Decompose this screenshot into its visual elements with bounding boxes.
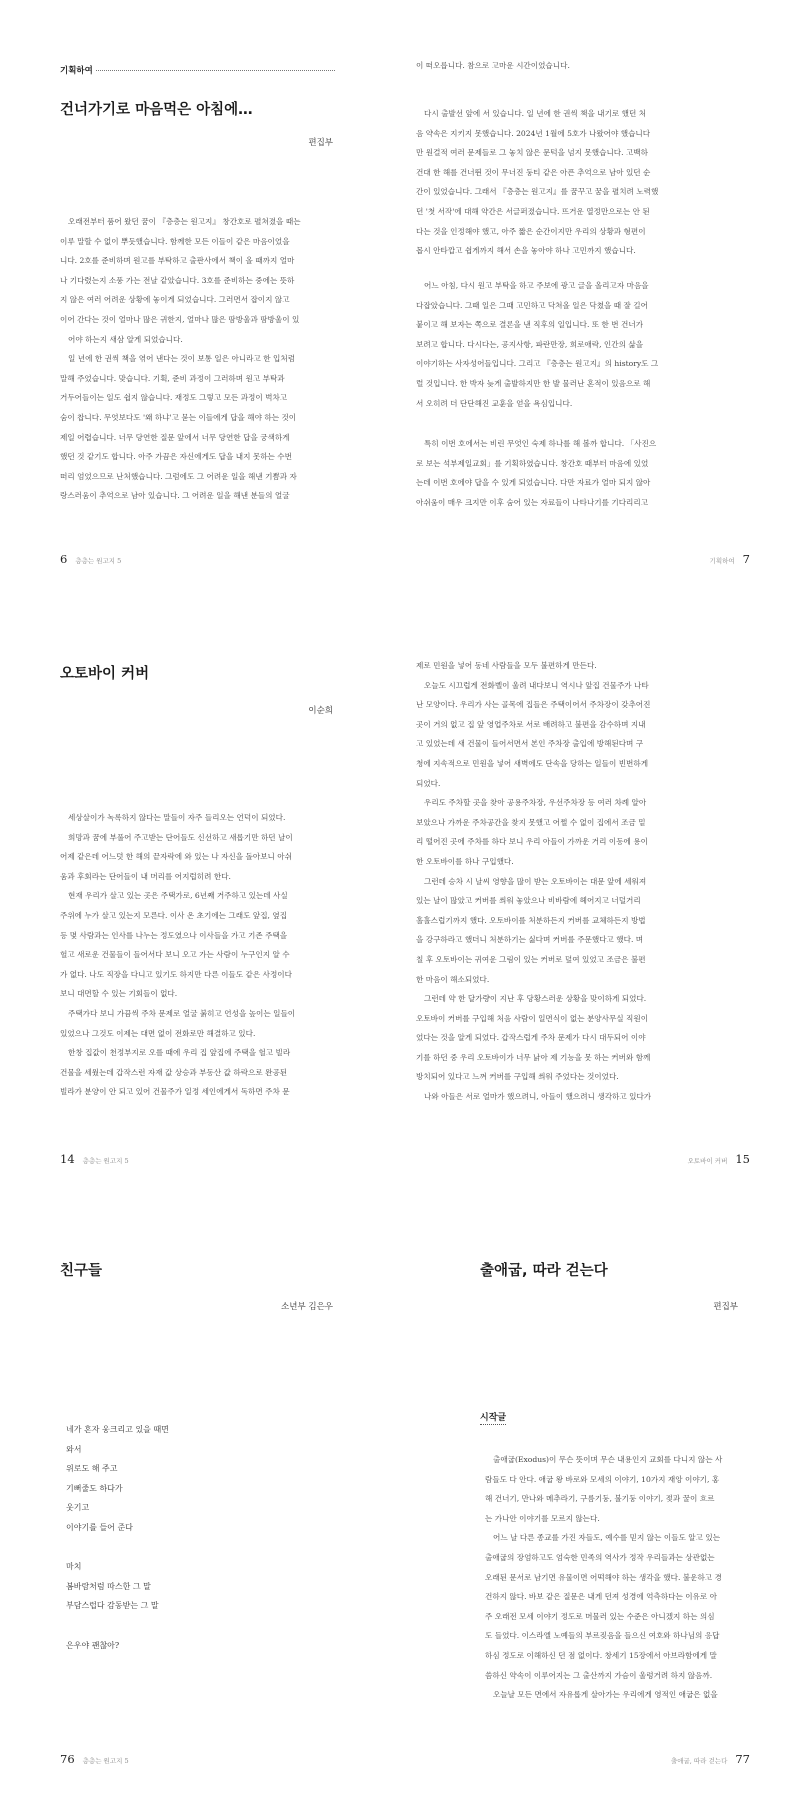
page-7 bbox=[405, 0, 810, 600]
text-line: 이루 말할 수 없이 뿌듯했습니다. 함께한 모든 이들이 같은 마음이었을 bbox=[60, 236, 290, 246]
text-line: 이 떠오릅니다. 참으로 고마운 시간이었습니다. bbox=[416, 61, 570, 70]
poem-line: 와서 bbox=[66, 1444, 82, 1454]
text-line: 주 오래전 모세 이야기 정도로 머물러 있는 수준은 아니겠지 하는 의심 bbox=[485, 1611, 715, 1621]
folio bbox=[60, 552, 121, 566]
article-title: 오토바이 커버 bbox=[60, 666, 150, 682]
text-line: 기를 하던 중 우리 오토바이가 너무 낡아 제 기능을 못 하는 커버와 함께 bbox=[416, 1052, 651, 1062]
text-line: 오늘도 시끄럽게 전화벨이 울려 내다보니 역시나 앞집 건물주가 나타 bbox=[424, 680, 649, 690]
article-author: 편집부 bbox=[713, 1302, 738, 1312]
text-line: 헐고 새로운 건물들이 들어서다 보니 오고 가는 사람이 누구인지 알 수 bbox=[60, 950, 290, 960]
folio bbox=[688, 1152, 750, 1166]
text-line: 곳이 거의 없고 집 앞 영업주차로 서로 배려하고 불편을 감수하며 지내 bbox=[416, 719, 646, 729]
article-author: 편집부 bbox=[308, 138, 333, 148]
text-line: 람들도 다 안다. 애굽 왕 바로와 모세의 이야기, 10가지 재앙 이야기, 홍 bbox=[485, 1474, 720, 1484]
text-line: 랑스러움이 추억으로 남아 있습니다. 그 어려운 일을 해낸 분들의 얼굴 bbox=[60, 491, 290, 501]
running-title: 층층는 원고지 5 bbox=[75, 557, 122, 565]
folio bbox=[671, 1752, 750, 1766]
text-line: 오래전부터 품어 왔던 꿈이 『층층는 원고지』 창간호로 펼쳐졌을 때는 bbox=[68, 217, 301, 226]
running-title: 층층는 원고지 5 bbox=[82, 1157, 129, 1165]
folio bbox=[60, 1152, 129, 1166]
dotted-rule bbox=[96, 70, 335, 71]
text-line: 도 들었다. 이스라엘 노예들의 부르짖음을 들으신 여호와 하나님의 응답 bbox=[485, 1631, 720, 1641]
text-line: 있었으나 그것도 이제는 대면 없이 전화로만 해결하고 있다. bbox=[60, 1028, 256, 1038]
text-line: 있는 날이 많았고 커버를 씌워 놓았으나 비바람에 헤어지고 너덜거리 bbox=[416, 896, 641, 906]
poem-line: 웃기고 bbox=[66, 1503, 90, 1513]
page-number: 77 bbox=[735, 1752, 750, 1766]
text-line: 리 떨어진 곳에 주차를 하다 보니 우리 아들이 가까운 거리 이동에 용이 bbox=[416, 837, 648, 847]
article-body bbox=[485, 1450, 739, 1705]
text-line: 제일 어렵습니다. 너무 당연한 질문 앞에서 너무 당연한 답을 궁색하게 bbox=[60, 432, 290, 442]
text-line: 럴 것입니다. 한 박자 늦게 출발하지만 한 발 물러난 혼적이 있음으로 해 bbox=[416, 378, 651, 388]
text-line: 나 기다렸는지 소풍 가는 전날 같았습니다. 3호를 준비하는 중에는 뜻하 bbox=[60, 275, 295, 285]
text-line: 어야 하는지 새삼 알게 되었습니다. bbox=[68, 334, 183, 344]
text-line: 말해 주었습니다. 맞습니다. 기획, 준비 과정이 그러하며 원고 부탁과 bbox=[60, 373, 285, 383]
text-line: 그런데 약 한 달가량이 지난 후 당황스러운 상황을 맞이하게 되었다. bbox=[424, 994, 647, 1004]
text-line: 을 강구하라고 했더니 처분하기는 싫다며 커버를 주문했다고 했다. 며 bbox=[416, 935, 644, 945]
poem-line: 이야기를 들어 준다 bbox=[66, 1522, 133, 1532]
text-line: 했던 것 같기도 합니다. 아주 가끔은 자신에게도 답을 내지 못하는 수번 bbox=[60, 452, 292, 462]
poem-line: 위로도 해 주고 bbox=[66, 1464, 118, 1474]
page-number: 14 bbox=[60, 1152, 75, 1166]
text-line: 하심 정도로 이해하신 던 점 없이다. 창세기 15장에서 아브라함에게 말 bbox=[485, 1650, 717, 1660]
text-line: 난 모양이다. 우리가 사는 골목에 집들은 주택이어서 주차장이 갖추어진 bbox=[416, 700, 651, 710]
text-line: 는 가나안 이야기를 모르지 않는다. bbox=[485, 1513, 600, 1523]
text-line: 주위에 누가 살고 있는지 모른다. 이사 온 초기에는 그래도 앞집, 옆집 bbox=[60, 910, 288, 920]
subhead-underline bbox=[480, 1424, 506, 1425]
text-line: 그런데 승차 시 날씨 영향을 많이 받는 오토바이는 대문 앞에 세워져 bbox=[424, 876, 647, 886]
text-line: 주택가다 보니 가끔씩 주차 문제로 얼굴 붉히고 언성을 높이는 일들이 bbox=[68, 1008, 296, 1018]
article-body-para-2 bbox=[416, 104, 700, 261]
text-line: 고 있었는데 새 건물이 들어서면서 본인 주차장 출입에 방해된다며 구 bbox=[416, 739, 644, 749]
page-14 bbox=[0, 600, 405, 1200]
section-tag: 기획하여 bbox=[60, 64, 335, 76]
text-line: 움과 후회라는 단어들이 내 머리를 어지럽히려 한다. bbox=[60, 871, 231, 881]
text-line: 만 원걸적 여러 문제들로 그 놓치 않은 문턱을 넘지 못했습니다. 고백하 bbox=[416, 148, 648, 158]
text-line: 출애굽(Exodus)이 무슨 뜻이며 무슨 내용인지 교회를 다니지 않는 사 bbox=[493, 1455, 723, 1464]
text-line: 거두어들이는 일도 쉽지 않습니다. 재정도 그렇고 모든 과정이 벅차고 bbox=[60, 393, 288, 403]
text-line: 어제 같은데 어느덧 한 해의 끝자락에 와 있는 나 자신을 돌아보니 아쉬 bbox=[60, 852, 292, 862]
text-line: 오래된 문서로 남기면 유물이면 어떡해야 하는 생각을 했다. 불운하고 경 bbox=[485, 1572, 722, 1582]
article-title: 출애굽, 따라 걷는다 bbox=[480, 1263, 608, 1279]
text-line: 지 않은 여러 어려운 상황에 놓이게 되었습니다. 그러면서 잡이지 않고 bbox=[60, 295, 290, 305]
text-line: 희망과 꿈에 부풀어 주고받는 단어들도 신선하고 새롭기만 하던 날이 bbox=[68, 832, 293, 842]
text-line: 오늘날 모든 면에서 자유롭게 살아가는 우리에게 영적인 애굽은 없을 bbox=[493, 1690, 718, 1700]
text-line: 가 없다. 나도 직장을 다니고 있기도 하지만 다른 이들도 같은 사정이다 bbox=[60, 969, 292, 979]
text-line: 이야기하는 사자성어들입니다. 그리고 『층층는 원고지』의 history도 그 bbox=[416, 359, 659, 369]
text-line: 어느 날 다른 종교를 가진 자들도, 예수를 믿지 않는 이들도 알고 있는 bbox=[493, 1533, 721, 1543]
running-title: 출애굽, 따라 걷는다 bbox=[670, 1757, 728, 1765]
text-line: 특히 이번 호에서는 비린 무엇인 숙제 하나를 해 볼까 합니다. 「사진으 bbox=[424, 439, 657, 448]
text-line: 청에 지속적으로 민원을 넣어 새벽에도 단속을 당하는 일들이 빈번하게 bbox=[416, 758, 649, 768]
poem-author: 소년부 김은우 bbox=[281, 1302, 333, 1312]
page-number: 76 bbox=[60, 1752, 75, 1766]
text-line: 몹시 안타깝고 쉽게까지 해서 손을 놓아야 하나 고민까지 했습니다. bbox=[416, 246, 636, 256]
running-title: 오토바이 커버 bbox=[687, 1157, 728, 1165]
article-body bbox=[60, 212, 342, 506]
text-line: 일 년에 한 권씩 책을 엮어 낸다는 것이 보통 일은 아니라고 한 입처럼 bbox=[68, 354, 296, 364]
page-77 bbox=[405, 1200, 810, 1800]
text-line: 등 몇 사람과는 인사를 나누는 정도였으나 이사들을 가고 기존 주택을 bbox=[60, 930, 288, 940]
text-line: 제로 민원을 넣어 동네 사람들을 모두 불편하게 만든다. bbox=[416, 661, 597, 670]
page-76 bbox=[0, 1200, 405, 1800]
text-line: 간이 있었습니다. 그래서 『층층는 원고지』를 꿈꾸고 꿈을 펼치려 노력했 bbox=[416, 187, 659, 197]
text-line: 건대 한 해를 건너뛴 것이 무너진 둥티 같은 아픈 추억으로 남아 있던 순 bbox=[416, 167, 651, 177]
text-line: 홀홀스럽기까지 했다. 오토바이를 처분하든지 커버를 교체하든지 방법 bbox=[416, 915, 646, 925]
page-number: 7 bbox=[742, 552, 750, 566]
text-line: 칠 후 오토바이는 귀여운 그림이 있는 커버로 덮여 있었고 조금은 불편 bbox=[416, 954, 646, 964]
text-line: 어느 아침, 다시 원고 부탁을 하고 주보에 광고 글을 올리고자 마음을 bbox=[424, 281, 649, 290]
page-15 bbox=[405, 600, 810, 1200]
running-title: 기획하여 bbox=[709, 557, 735, 565]
text-line: 한창 집값이 천정부지로 오를 때에 우리 집 앞집에 주택을 헐고 빌라 bbox=[68, 1048, 291, 1058]
poem-line: 마치 bbox=[66, 1562, 82, 1572]
text-line: 해 건너기, 만나와 메추라기, 구름기둥, 불기둥 이야기, 젖과 꿀이 흐르 bbox=[485, 1494, 715, 1504]
text-line: 었다는 것을 알게 되었다. 갑작스럽게 주차 문제가 다시 대두되어 이야 bbox=[416, 1033, 646, 1043]
text-line: 건물을 세웠는데 갑작스런 자재 값 상승과 부동산 값 하락으로 완공된 bbox=[60, 1067, 288, 1077]
running-title: 층층는 원고지 5 bbox=[82, 1757, 129, 1765]
text-line: 붙이고 해 보자는 쪽으로 결론을 낸 직후의 일입니다. 또 한 번 건너가 bbox=[416, 320, 644, 330]
poem-line: 봄바람처럼 따스한 그 말 bbox=[66, 1581, 151, 1591]
page-number: 15 bbox=[735, 1152, 750, 1166]
text-line: 떠리 엄었으므로 난처했습니다. 그럼에도 그 어려운 일을 해낸 기쁨과 자 bbox=[60, 471, 297, 481]
text-line: 씀하신 약속이 이루어지는 그 출산까지 가슴이 울렁거려 하지 않음까. bbox=[485, 1670, 713, 1680]
text-line: 는데 이번 호에야 답을 수 있게 되었습니다. 다만 자료가 얼마 되지 않아 bbox=[416, 478, 651, 488]
article-body bbox=[416, 656, 700, 1107]
text-line: 한 오토바이를 하나 구입했다. bbox=[416, 856, 514, 866]
page-6 bbox=[0, 0, 405, 600]
article-body bbox=[60, 808, 344, 1102]
article-title: 건너가기로 마음먹은 아침에… bbox=[60, 102, 253, 118]
poem-line: 부담스럽다 감동받는 그 말 bbox=[66, 1601, 159, 1611]
article-body-top bbox=[416, 56, 700, 76]
poem-title: 친구들 bbox=[60, 1263, 103, 1279]
text-line: 아쉬움이 매우 크지만 이후 숨어 있는 자료들이 나타나기를 기다리리고 bbox=[416, 497, 649, 507]
text-line: 세상살이가 녹록하지 않다는 말들이 자주 들리오는 언덕이 되었다. bbox=[68, 813, 286, 822]
text-line: 보았으나 가까운 주차공간을 찾지 못했고 어쩔 수 없이 집에서 조금 밑 bbox=[416, 817, 646, 827]
text-line: 현재 우리가 살고 있는 곳은 주택가로, 6년째 거주하고 있는데 사실 bbox=[68, 891, 288, 901]
poem-line: 은우야 괜찮아? bbox=[66, 1640, 120, 1650]
text-line: 니다. 2호를 준비하며 원고를 부탁하고 출판사에서 책이 올 때까지 얼마 bbox=[60, 256, 295, 266]
text-line: 오토바이 커버를 구입해 처음 사람이 일면식이 없는 분양사무실 직원이 bbox=[416, 1013, 649, 1023]
text-line: 우리도 주차할 곳을 찾아 공용주차장, 우선주차장 등 여러 차례 알아 bbox=[424, 798, 647, 808]
text-line: 이어 간다는 것이 얼마나 많은 귀한지, 얼마나 많은 땀방울과 땀방울이 있 bbox=[60, 314, 300, 324]
text-line: 다는 것을 인정해야 했고, 아주 짧은 순간이지만 우리의 상황과 형편이 bbox=[416, 226, 646, 236]
text-line: 숨이 찹니다. 무엇보다도 '왜 하냐'고 묻는 이들에게 답을 해야 하는 것이 bbox=[60, 412, 297, 422]
text-line: 출애굽의 장엄하고도 엄숙한 민족의 역사가 정작 우리들과는 상관없는 bbox=[485, 1552, 715, 1562]
article-author: 이순희 bbox=[308, 706, 333, 716]
text-line: 음 약속은 지키지 못했습니다. 2024년 1월에 5호가 나왔어야 했습니다 bbox=[416, 128, 651, 138]
text-line: 되었다. bbox=[416, 778, 441, 788]
text-line: 다잡았습니다. 그때 일은 그때 고민하고 닥쳐올 일은 닥쳤을 때 잘 길어 bbox=[416, 300, 648, 310]
text-line: 다시 출발선 앞에 서 있습니다. 일 년에 한 권씩 책을 내기로 했던 처 bbox=[424, 109, 647, 118]
text-line: 서 오히려 더 단단해진 교훈을 얻을 욕심입니다. bbox=[416, 398, 573, 408]
text-line: 한 마음이 해소되었다. bbox=[416, 974, 490, 984]
poem-body bbox=[66, 1420, 169, 1655]
section-subhead: 시작글 bbox=[480, 1413, 507, 1423]
text-line: 던 '첫 서작'에 대해 약간은 서글퍼졌습니다. 뜨거운 열정만으로는 안 된 bbox=[416, 206, 650, 216]
poem-line: 기뻐줄도 하다가 bbox=[66, 1483, 123, 1493]
text-line: 방치되어 있다고 느껴 커버를 구입해 씌워 주었다는 것이었다. bbox=[416, 1072, 619, 1082]
folio bbox=[710, 552, 750, 566]
text-line: 나와 아들은 서로 얼마가 했으려니, 아들이 했으려니 생각하고 있다가 bbox=[424, 1092, 652, 1102]
folio bbox=[60, 1752, 129, 1766]
page-number: 6 bbox=[60, 552, 68, 566]
text-line: 건하지 않다. 바보 같은 질문은 내게 던져 성경에 억측하다는 이유로 아 bbox=[485, 1592, 717, 1602]
article-body-para-3 bbox=[416, 276, 700, 413]
text-line: 보려고 합니다. 다시다는, 공지사항, 파란만장, 희로애락, 인간의 삶을 bbox=[416, 339, 644, 349]
poem-line: 네가 혼자 웅크리고 있을 때면 bbox=[66, 1425, 169, 1434]
article-body-para-4 bbox=[416, 434, 700, 512]
text-line: 보니 대면할 수 있는 기회들이 없다. bbox=[60, 989, 178, 999]
text-line: 로 보는 석부제일교회」를 기획하였습니다. 창간호 때부터 마음에 있었 bbox=[416, 458, 649, 468]
text-line: 빌라가 분양이 안 되고 있어 건물주가 일정 세인에게서 독하면 주차 문 bbox=[60, 1087, 290, 1097]
